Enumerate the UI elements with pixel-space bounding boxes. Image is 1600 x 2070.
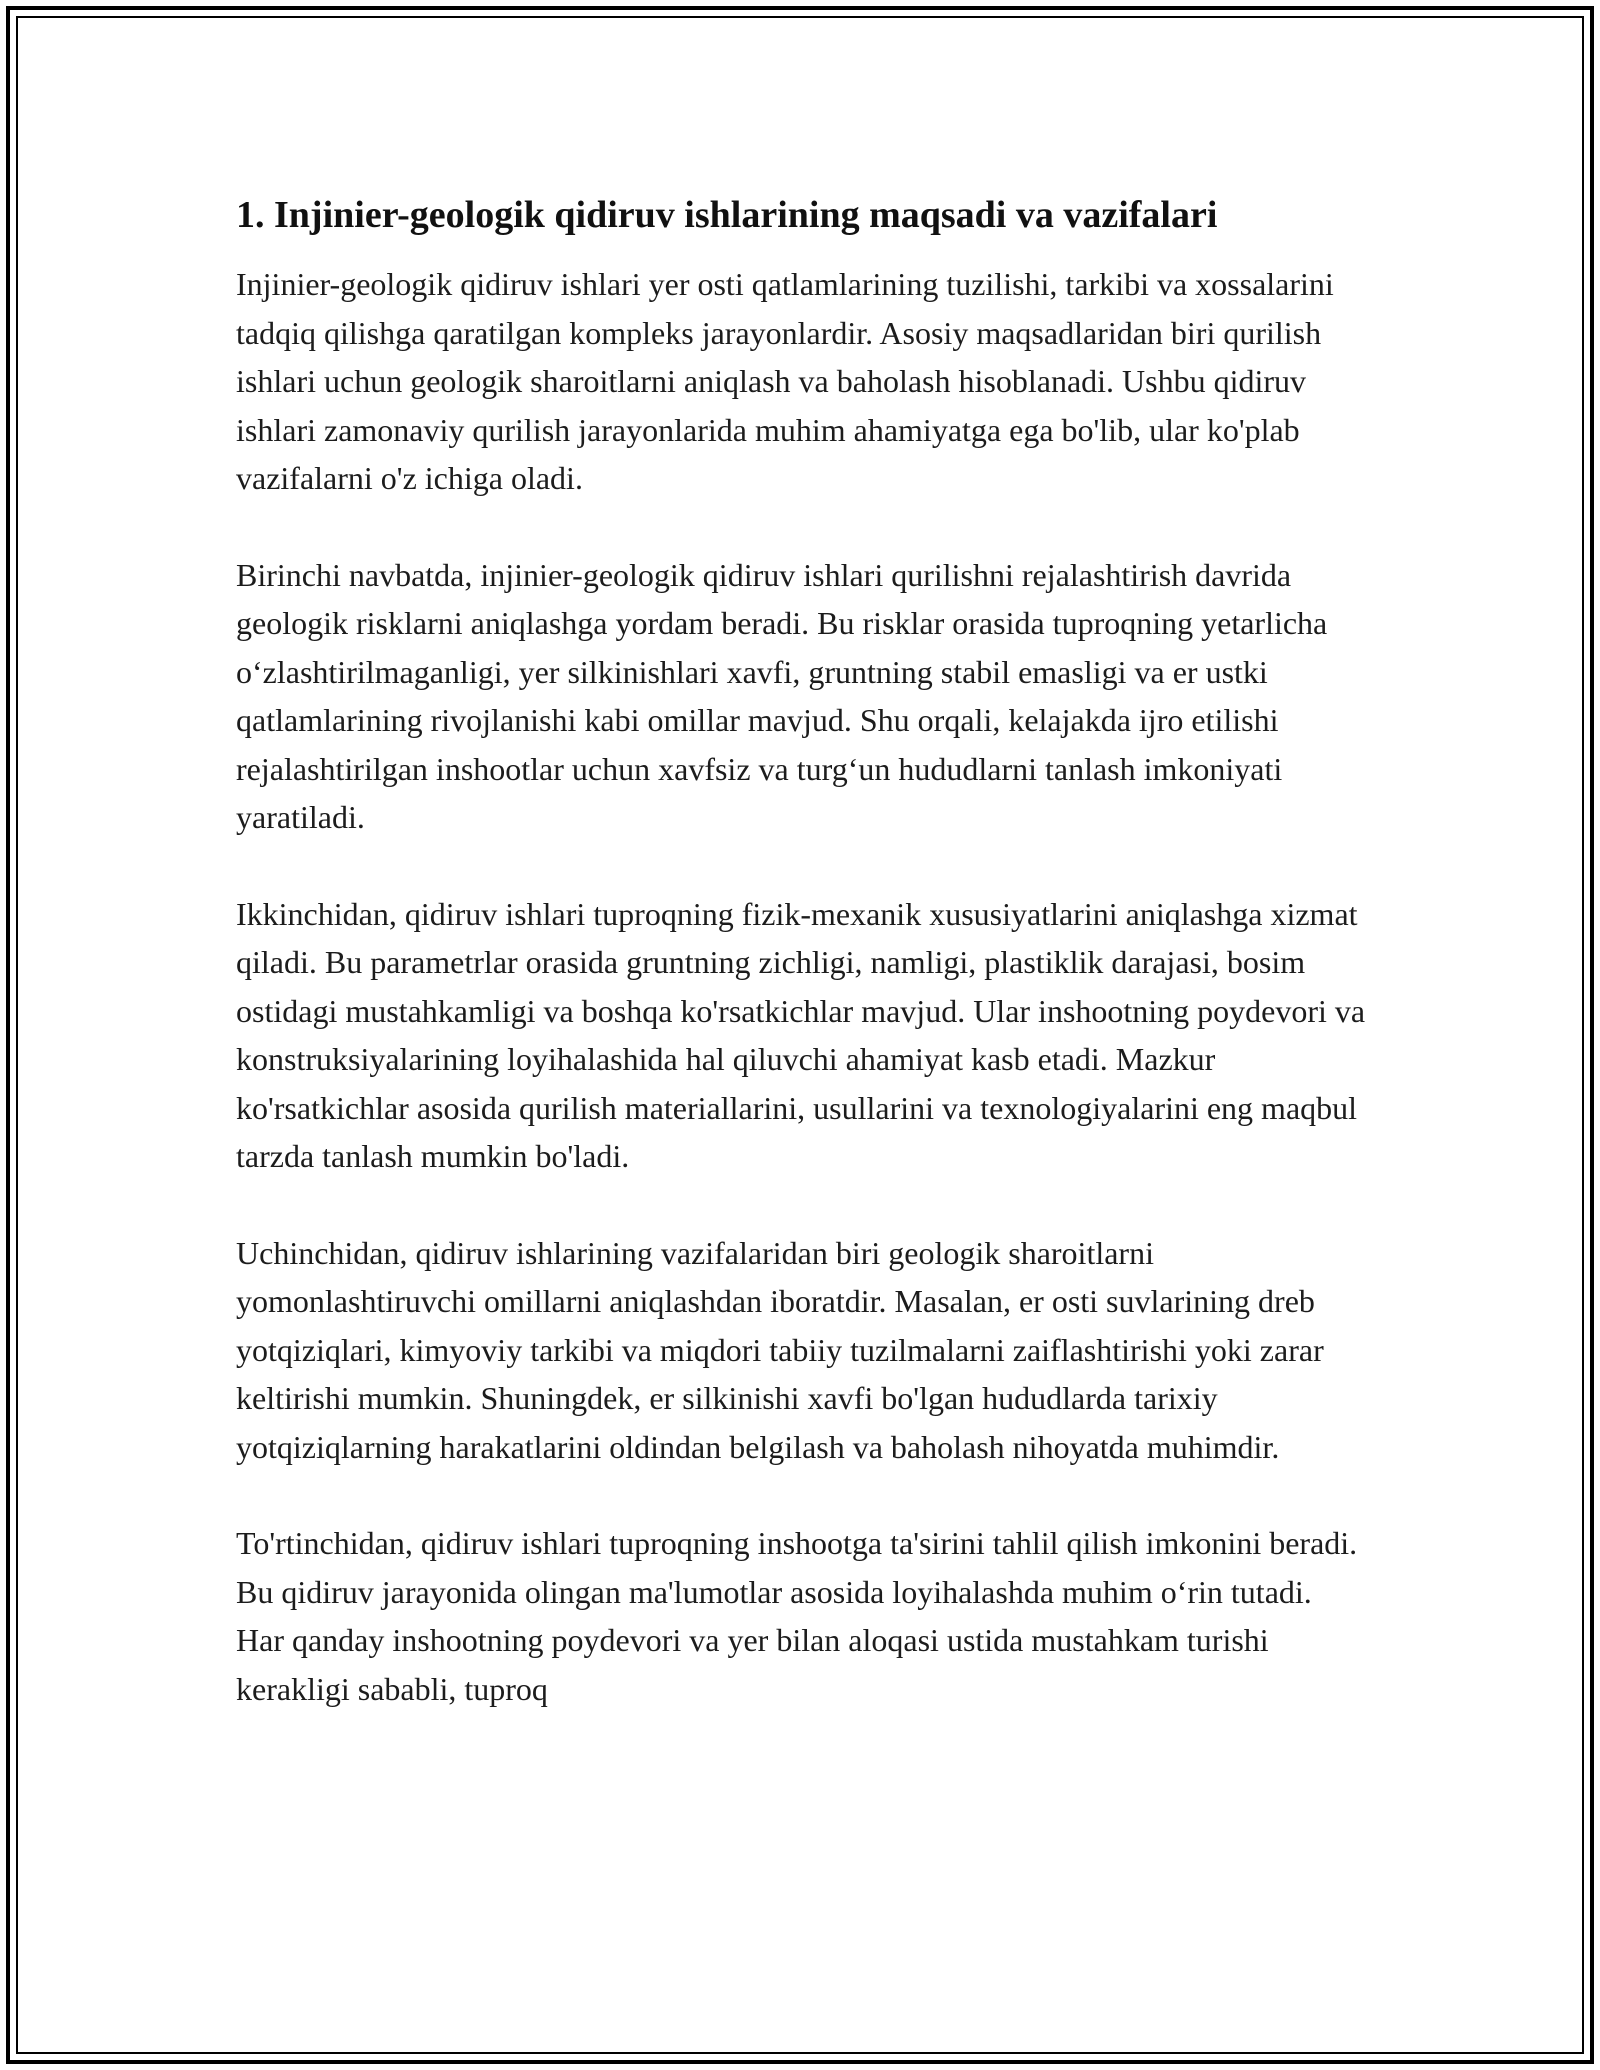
paragraph-4: Uchinchidan, qidiruv ishlarining vazifalaridan biri geologik sharoitlarni yomonlashtiruvchi omillarni aniqlashdan iboratdir. Masalan, er osti suvlarining dreb yotqiziqlari, kimyoviy tarkibi va miqdori tabiiy tuzilmalarni zaiflashtirishi yoki zarar keltirishi mumkin. Shuningdek, er silkinishi xavfi bo'lgan hududlarda tarixiy yotqiziqlarning harakatlarini oldindan belgilash va baholash nihoyatda muhimdir. [236, 1234, 1324, 1465]
paragraph-1: Injinier-geologik qidiruv ishlari yer osti qatlamlarining tuzilishi, tarkibi va xossalarini tadqiq qilishga qaratilgan kompleks jarayonlardir. Asosiy maqsadlaridan biri qurilish ishlari uchun geologik sharoitlarni aniqlash va baholash hisoblanadi. Ushbu qidiruv ishlari zamonaviy qurilish jarayonlarida muhim ahamiyatga ega bo'lib, ular ko'plab vazifalarni o'z ichiga oladi. [236, 266, 1334, 496]
document-body [236, 190, 1366, 1713]
paragraph-5: To'rtinchidan, qidiruv ishlari tuproqning inshootga ta'sirini tahlil qilish imkonini beradi. Bu qidiruv jarayonida olingan ma'lumotlar asosida loyihalashda muhim o‘rin tutadi. Har qanday inshootning poydevori va yer bilan aloqasi ustida mustahkam turishi kerakligi sababli, tuproq [236, 1525, 1358, 1707]
paragraph-2: Birinchi navbatda, injinier-geologik qidiruv ishlari qurilishni rejalashtirish davrida geologik risklarni aniqlashga yordam beradi. Bu risklar orasida tuproqning yetarlicha o‘zlashtirilmaganligi, yer silkinishlari xavfi, gruntning stabil emasligi va er ustki qatlamlarining rivojlanishi kabi omillar mavjud. Shu orqali, kelajakda ijro etilishi rejalashtirilgan inshootlar uchun xavfsiz va turg‘un hududlarni tanlash imkoniyati yaratiladi. [236, 556, 1328, 835]
paragraph-3: Ikkinchidan, qidiruv ishlari tuproqning fizik-mexanik xususiyatlarini aniqlashga xizmat qiladi. Bu parametrlar orasida gruntning zichligi, namligi, plastiklik darajasi, bosim ostidagi mustahkamligi va boshqa ko'rsatkichlar mavjud. Ular inshootning poydevori va konstruksiyalarining loyihalashida hal qiluvchi ahamiyat kasb etadi. Mazkur ko'rsatkichlar asosida qurilish materiallarini, usullarini va texnologiyalarini eng maqbul tarzda tanlash mumkin bo'ladi. [236, 895, 1366, 1174]
section-heading: 1. Injinier-geologik qidiruv ishlarining maqsadi va vazifalari [236, 194, 1218, 236]
